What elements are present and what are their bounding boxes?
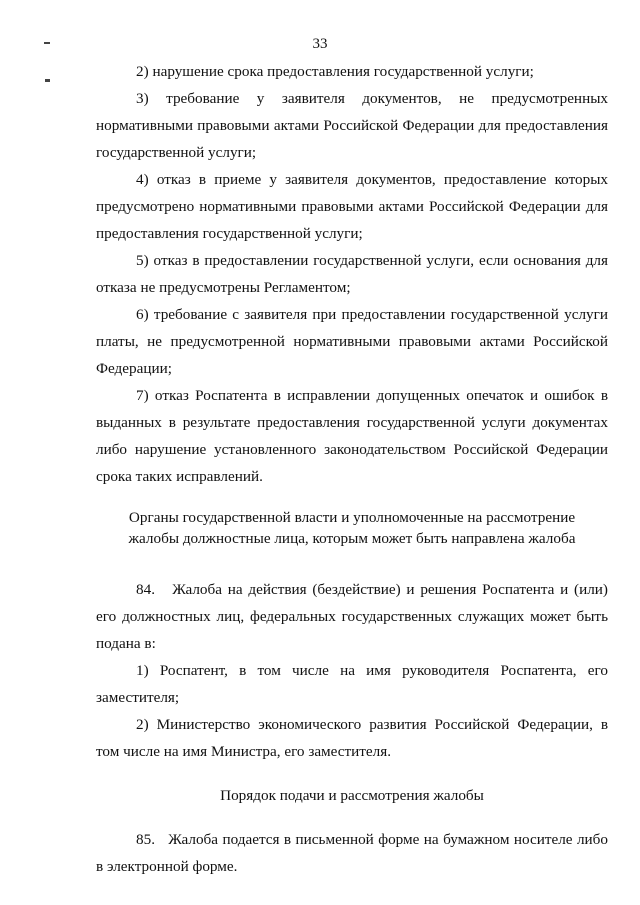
paragraph-84: 84. Жалоба на действия (бездействие) и решения Роспатента и (или) его должностных лиц, федеральных государственных служащих может быть подана в: <box>96 581 608 652</box>
paragraph-item-2: 2) нарушение срока предоставления государственной услуги; <box>136 63 534 80</box>
paragraph-item-5: 5) отказ в предоставлении государственной услуги, если основания для отказа не предусмотрены Регламентом; <box>96 252 608 296</box>
paragraph-item-7: 7) отказ Роспатента в исправлении допущенных опечаток и ошибок в выданных в результате предоставления государственной услуги документах либо нарушение установленного законодательством Российской Федерации срока таких исправлений. <box>96 387 608 485</box>
scan-artifact-mark <box>45 79 50 82</box>
paragraph-85: 85. Жалоба подается в письменной форме на бумажном носителе либо в электронной форме. <box>96 831 608 875</box>
paragraph-84-item-1: 1) Роспатент, в том числе на имя руководителя Роспатента, его заместителя; <box>96 662 608 706</box>
section-heading-procedure: Порядок подачи и рассмотрения жалобы <box>220 787 484 804</box>
page-number: 33 <box>312 36 328 52</box>
paragraph-item-3: 3) требование у заявителя документов, не предусмотренных нормативными правовыми актами Российской Федерации для предоставления государственной услуги; <box>96 90 608 161</box>
paragraph-item-4: 4) отказ в приеме у заявителя документов, предоставление которых предусмотрено нормативными правовыми актами Российской Федерации для предоставления государственной услуги; <box>96 171 608 242</box>
paragraph-84-item-2: 2) Министерство экономического развития Российской Федерации, в том числе на имя Министра, его заместителя. <box>96 716 608 760</box>
section-heading-authorities: Органы государственной власти и уполномоченные на рассмотрение жалобы должностные лица, которым может быть направлена жалоба <box>128 509 576 547</box>
paragraph-item-6: 6) требование с заявителя при предоставлении государственной услуги платы, не предусмотренной нормативными правовыми актами Российской Федерации; <box>96 306 608 377</box>
document-body <box>96 58 608 880</box>
